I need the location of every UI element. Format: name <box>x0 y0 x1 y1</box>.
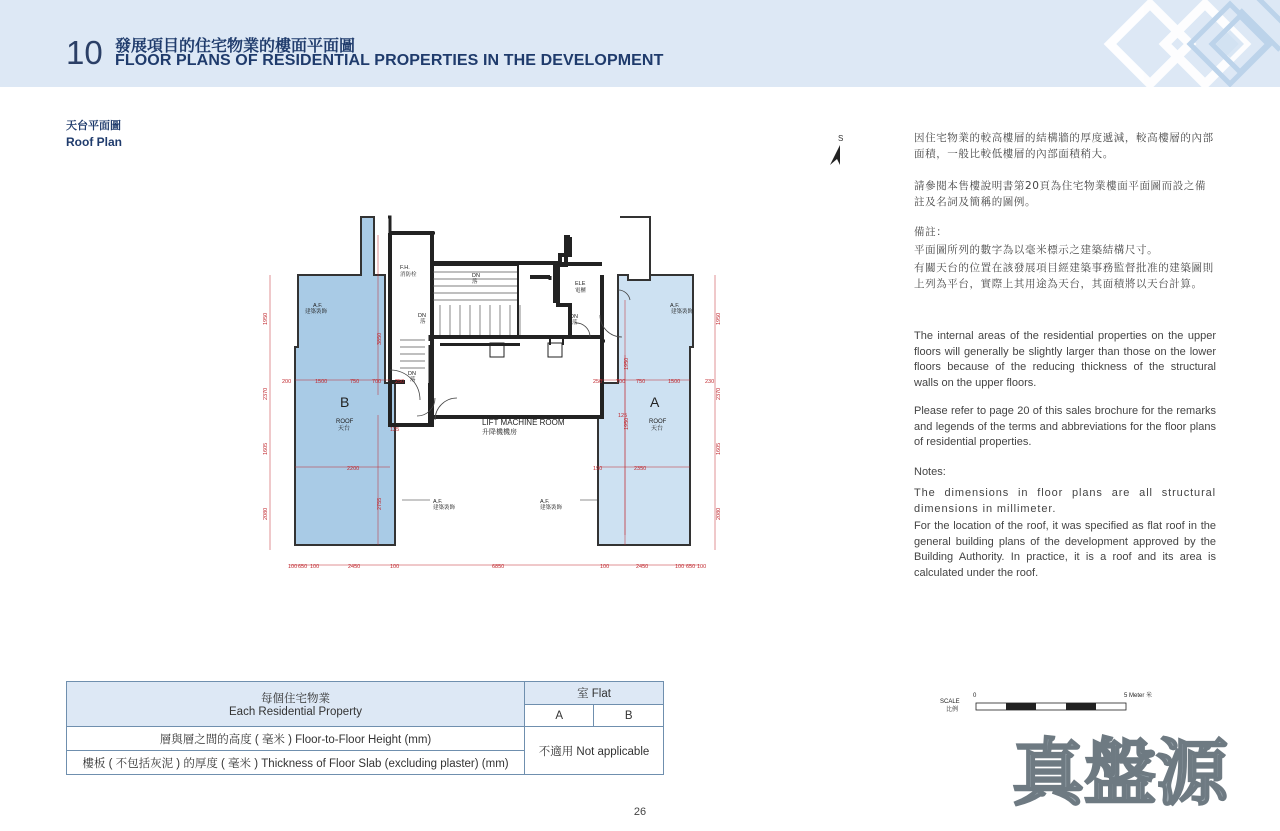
svg-text:750: 750 <box>636 379 646 385</box>
section-title-zh: 發展項目的住宅物業的樓面平面圖 <box>115 36 356 55</box>
note-zh-3-a: 平面圖所列的數字為以毫米標示之建築結構尺寸。 <box>914 244 1159 256</box>
roof-label-a-en: ROOF <box>649 419 667 425</box>
svg-text:100: 100 <box>390 564 400 570</box>
table-header-flat: 室 Flat <box>525 682 664 705</box>
svg-text:2450: 2450 <box>636 564 649 570</box>
svg-text:2450: 2450 <box>348 564 361 570</box>
lift-room-label-zh: 升降機機房 <box>482 429 517 436</box>
plan-subtitle-zh: 天台平面圖 <box>66 119 121 132</box>
scale-bar <box>936 689 1176 719</box>
svg-text:200: 200 <box>282 379 292 385</box>
bottom-dimensions <box>288 564 706 570</box>
ele-label-en: ELE <box>575 281 586 287</box>
table-header-property-zh: 每個住宅物業 <box>261 693 330 705</box>
svg-text:1605: 1605 <box>263 442 269 455</box>
dn-label-3-en: DN <box>408 371 416 377</box>
dn-label-4-en: DN <box>570 314 578 320</box>
roof-floor-plan <box>250 125 900 585</box>
svg-text:1605: 1605 <box>716 442 722 455</box>
svg-text:100: 100 <box>310 564 320 570</box>
section-number: 10 <box>66 34 103 71</box>
af-label-2-en: A.F. <box>670 303 680 309</box>
scale-label-zh: 比例 <box>946 707 959 713</box>
svg-text:3850: 3850 <box>377 332 383 345</box>
roof-label-b-zh: 天台 <box>338 426 351 432</box>
fh-label-en: F.H. <box>400 265 410 271</box>
svg-text:190: 190 <box>593 466 603 472</box>
svg-text:1950: 1950 <box>716 312 722 325</box>
scale-start: 0 <box>973 693 977 699</box>
dn-label-3-zh: 落 <box>410 377 416 383</box>
table-row-slab-thickness: 樓板 ( 不包括灰泥 ) 的厚度 ( 毫米 ) Thickness of Floor Slab (excluding plaster) (mm) <box>67 751 525 775</box>
svg-text:100: 100 <box>675 564 685 570</box>
note-zh-2: 請參閱本售樓說明書第20頁為住宅物業樓面平面圖而設之備註及名詞及簡稱的圖例。 <box>914 180 1207 208</box>
svg-text:1950: 1950 <box>624 417 630 430</box>
svg-text:250: 250 <box>395 379 405 385</box>
table-header-property <box>67 682 525 727</box>
north-arrow-icon <box>830 134 843 165</box>
af-label-1-en: A.F. <box>313 303 323 309</box>
svg-text:700: 700 <box>616 379 626 385</box>
note-zh-3-b: 有關天台的位置在該發展項目經建築事務監督批准的建築圖則上列為平台，實際上其用途為天台，其面積將以天台計算。 <box>914 262 1214 290</box>
svg-text:750: 750 <box>350 379 360 385</box>
svg-text:100: 100 <box>600 564 610 570</box>
svg-text:2370: 2370 <box>263 387 269 400</box>
fh-label-zh: 消防栓 <box>400 272 417 278</box>
scale-end: 5 Meter 米 <box>1124 693 1153 699</box>
svg-text:230: 230 <box>705 379 715 385</box>
watermark-text: 真盤源 <box>1012 731 1229 810</box>
flat-a-label: A <box>650 394 660 410</box>
roof-label-b-en: ROOF <box>336 419 354 425</box>
svg-text:2080: 2080 <box>263 507 269 520</box>
table-header-flat-b: B <box>594 705 664 727</box>
svg-text:1500: 1500 <box>668 379 681 385</box>
af-label-3-zh: 建築裝飾 <box>433 505 456 511</box>
af-label-1-zh: 建築裝飾 <box>305 309 328 315</box>
svg-text:700: 700 <box>372 379 382 385</box>
dn-label-2-zh: 落 <box>420 319 426 325</box>
svg-text:2370: 2370 <box>716 387 722 400</box>
table-header-property-en: Each Residential Property <box>229 706 362 718</box>
page-header <box>0 0 1280 87</box>
note-en-3-b: For the location of the roof, it was specified as flat roof in the general building plans of the development approved by the Building Authority. In practice, it is a roof and its area is calculated under the roof. <box>914 520 1216 579</box>
ele-label-zh: 電櫃 <box>575 288 587 294</box>
svg-text:100: 100 <box>288 564 298 570</box>
svg-text:650: 650 <box>298 564 308 570</box>
scale-label-en: SCALE <box>940 699 960 705</box>
roof-label-a-zh: 天台 <box>651 426 664 432</box>
lift-machine-room <box>432 337 602 417</box>
flat-b-label: B <box>340 394 350 410</box>
table-header-flat-a: A <box>525 705 594 727</box>
note-en-3-title: Notes: <box>914 465 946 478</box>
roof-area-a <box>598 275 693 545</box>
af-label-4-zh: 建築裝飾 <box>540 505 563 511</box>
table-row-floor-height: 層與層之間的高度 ( 毫米 ) Floor-to-Floor Height (mm) <box>67 727 525 751</box>
svg-text:6850: 6850 <box>492 564 505 570</box>
note-zh-3-title: 備註： <box>914 226 948 238</box>
svg-text:1500: 1500 <box>315 379 328 385</box>
dn-label-1-zh: 落 <box>472 279 478 285</box>
svg-text:2755: 2755 <box>377 497 383 510</box>
svg-text:1950: 1950 <box>263 312 269 325</box>
svg-text:250: 250 <box>593 379 603 385</box>
svg-text:2080: 2080 <box>716 507 722 520</box>
svg-text:125: 125 <box>390 427 400 433</box>
notes-panel <box>914 130 1216 581</box>
lift-room-label-en: LIFT MACHINE ROOM <box>482 418 565 427</box>
north-arrow-label: S <box>838 134 844 143</box>
svg-text:125: 125 <box>618 413 628 419</box>
svg-text:650: 650 <box>686 564 696 570</box>
af-label-4-en: A.F. <box>540 499 550 505</box>
note-zh-1: 因住宅物業的較高樓層的結構牆的厚度遞減，較高樓層的內部面積，一般比較低樓層的內部面積稍大。 <box>914 132 1214 160</box>
af-label-2-zh: 建築裝飾 <box>671 309 694 315</box>
svg-text:2350: 2350 <box>634 466 647 472</box>
table-value-not-applicable: 不適用 Not applicable <box>525 727 664 775</box>
af-label-3-en: A.F. <box>433 499 443 505</box>
section-title-en: FLOOR PLANS OF RESIDENTIAL PROPERTIES IN THE DEVELOPMENT <box>115 52 664 69</box>
note-en-3-a: The dimensions in floor plans are all structural dimensions in millimeter. <box>914 487 1216 515</box>
svg-text:1950: 1950 <box>624 357 630 370</box>
note-en-2: Please refer to page 20 of this sales brochure for the remarks and legends of the terms and abbreviations for the floor plans of residential properties. <box>914 405 1216 448</box>
dn-label-2-en: DN <box>418 313 426 319</box>
decorative-diamond-pattern <box>1040 0 1280 87</box>
page-number: 26 <box>633 806 647 818</box>
svg-text:2200: 2200 <box>347 466 360 472</box>
floor-height-table <box>66 681 664 775</box>
svg-text:100: 100 <box>697 564 707 570</box>
dn-label-4-zh: 落 <box>572 320 578 326</box>
dn-label-1-en: DN <box>472 273 480 279</box>
plan-subtitle-en: Roof Plan <box>66 135 122 149</box>
watermark-logo <box>1012 730 1257 810</box>
note-en-1: The internal areas of the residential properties on the upper floors will generally be slightly larger than those on the lower floors because of the reducing thickness of the structural walls on the upper floors. <box>914 330 1216 389</box>
